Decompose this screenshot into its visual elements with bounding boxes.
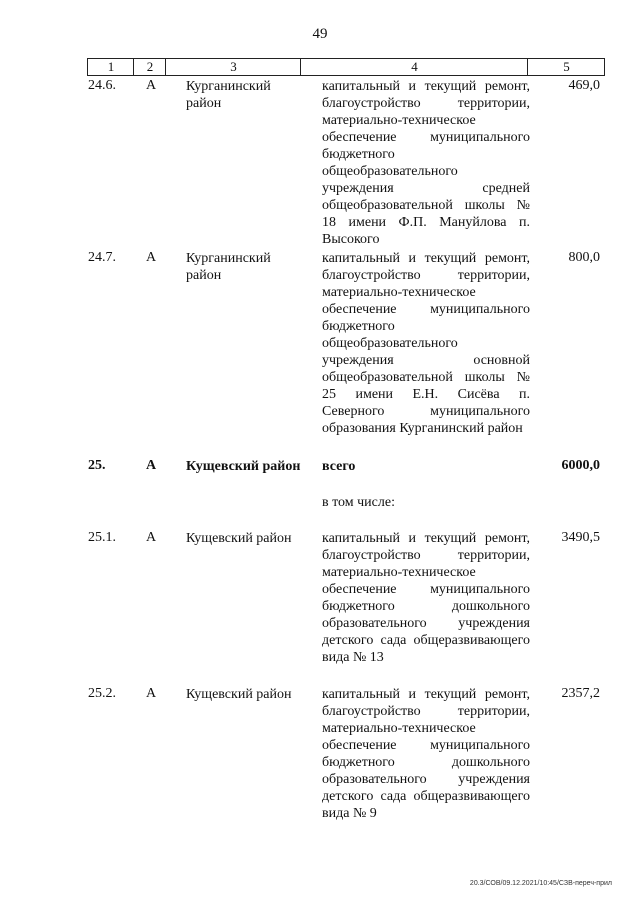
row-district: Кущевский район	[186, 459, 301, 474]
row-category: А	[146, 458, 157, 473]
row-number: 25.1.	[88, 530, 116, 545]
row-category: А	[146, 686, 157, 701]
header-col-3: 3	[165, 59, 301, 75]
row-amount: 3490,5	[561, 530, 600, 545]
row-purpose: капитальный и текущий ремонт, благоустройство территории, материально-техническое обеспечение муниципального бюджетного дошкольного образовательного учреждения детского сада общеразвивающего вида № 13	[322, 531, 530, 665]
row-number: 25.2.	[88, 686, 116, 701]
row-district: Курганинский район	[186, 79, 271, 111]
row-district: Кущевский район	[186, 531, 292, 546]
row-category: А	[146, 78, 157, 93]
row-number: 24.6.	[88, 78, 116, 93]
row-amount: 469,0	[568, 78, 600, 93]
table-header	[87, 58, 605, 76]
row-category: А	[146, 250, 157, 265]
row-purpose: капитальный и текущий ремонт, благоустройство территории, материально-техническое обеспечение муниципального бюджетного общеобразовательного учреждения основной общеобразовательной школы № 25 имени Е.Н. Сисёва п. Северного муниципального образования Курганинский район	[322, 251, 530, 436]
header-col-2: 2	[133, 59, 166, 75]
document-stamp: 20.3/СОВ/09.12.2021/10:45/СЗВ-переч-прил	[469, 880, 612, 887]
row-district: Кущевский район	[186, 687, 292, 702]
row-amount: 2357,2	[561, 686, 600, 701]
header-col-1: 1	[87, 59, 134, 75]
row-category: А	[146, 530, 157, 545]
header-col-4: 4	[300, 59, 528, 75]
header-col-5: 5	[527, 59, 605, 75]
row-purpose: капитальный и текущий ремонт, благоустройство территории, материально-техническое обеспечение муниципального бюджетного дошкольного образовательного учреждения детского сада общеразвивающего вида № 9	[322, 687, 530, 821]
row-purpose: в том числе:	[322, 495, 395, 510]
page-number: 49	[312, 26, 328, 42]
row-amount: 800,0	[568, 250, 600, 265]
row-purpose: капитальный и текущий ремонт, благоустройство территории, материально-техническое обеспечение муниципального бюджетного общеобразовательного учреждения средней общеобразовательной школы № 18 имени Ф.П. Мануйлова п. Высокого	[322, 79, 530, 247]
row-number: 25.	[88, 458, 106, 473]
row-number: 24.7.	[88, 250, 116, 265]
row-district: Курганинский район	[186, 251, 271, 283]
row-amount: 6000,0	[561, 458, 600, 473]
row-purpose: всего	[322, 459, 356, 474]
